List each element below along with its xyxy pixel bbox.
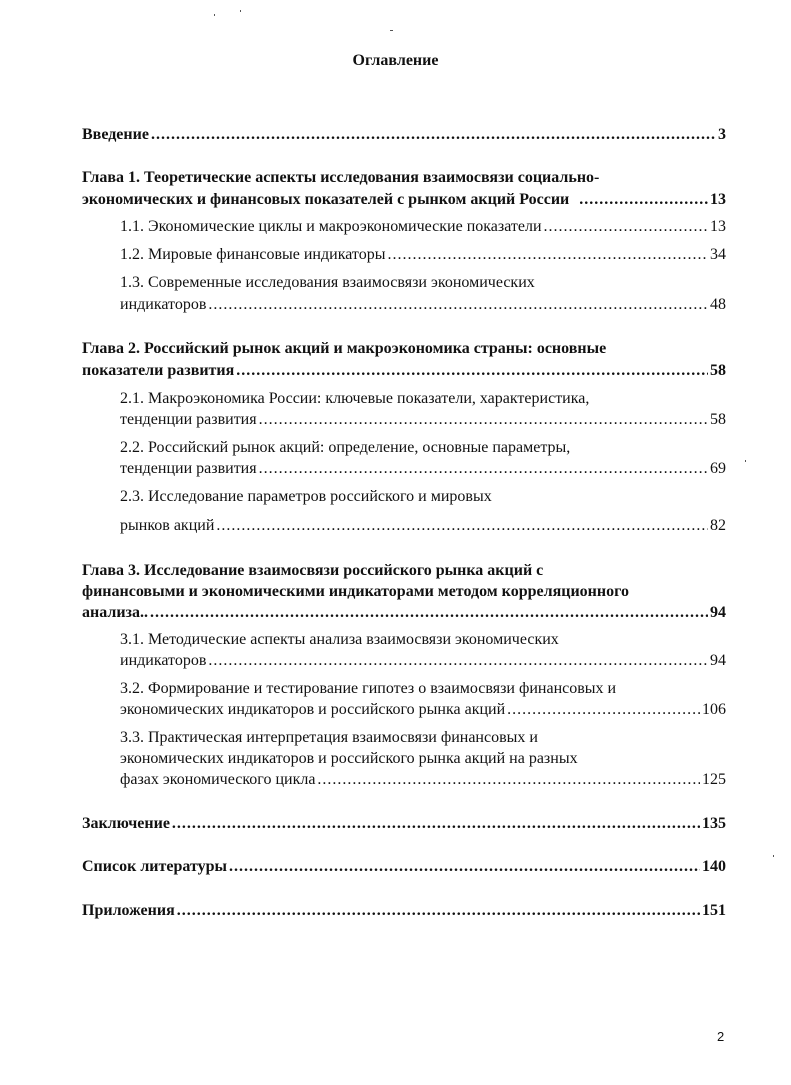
dot-leader [236,360,708,382]
scan-speck [773,855,774,857]
dot-leader [317,769,700,791]
toc-section-3-3-line1[interactable]: 3.3. Практическая интерпретация взаимосвязи финансовых и [120,729,538,746]
toc-section-2-2-line1[interactable]: 2.2. Российский рынок акций: определение, основные параметры, [120,439,571,456]
toc-entry-title: фазах экономического цикла [120,771,316,788]
toc-page-number: 48 [710,296,726,313]
toc-section-2-1[interactable] [120,409,726,431]
toc-section-1-2[interactable] [120,244,726,266]
toc-page-number: 151 [702,902,726,919]
toc-section-1-3-line1[interactable]: 1.3. Современные исследования взаимосвязи экономических [120,274,535,291]
toc-entry-title: экономических индикаторов и российского рынка акций [120,701,506,718]
dot-leader [579,189,708,211]
toc-entry-title: Заключение [82,815,170,832]
toc-entry-title: показатели развития [82,362,235,379]
toc-page-number: 69 [710,460,726,477]
toc-page-number: 135 [702,815,726,832]
scan-speck [240,10,241,12]
toc-section-3-1[interactable] [120,650,726,672]
toc-entry-title: индикаторов [120,296,207,313]
toc-section-3-3-line2[interactable]: экономических индикаторов и российского рынка акций на разных [120,750,578,767]
toc-chapter-3-title-line2[interactable]: финансовыми и экономическими индикаторами методом корреляционного [82,583,629,600]
toc-entry-title: индикаторов [120,652,207,669]
toc-section-2-1-line1[interactable]: 2.1. Макроэкономика России: ключевые показатели, характеристика, [120,390,590,407]
toc-entry-appendices[interactable] [82,900,726,922]
dot-leader [208,294,708,316]
toc-chapter-3-title-line1[interactable]: Глава 3. Исследование взаимосвязи российского рынка акций с [82,562,544,579]
toc-page-number: 34 [710,246,726,263]
toc-section-3-3[interactable] [120,769,726,791]
toc-entry-title: 1.2. Мировые финансовые индикаторы [120,246,386,263]
toc-page-number: 13 [710,218,726,235]
dot-leader [544,216,708,238]
toc-entry-title: рынков акций [120,517,215,534]
toc-entry-references[interactable] [82,856,726,878]
toc-chapter-3[interactable] [82,602,726,624]
dot-leader [177,900,700,922]
toc-section-2-3[interactable] [120,515,726,537]
toc-section-3-2[interactable] [120,699,726,721]
toc-section-2-2[interactable] [120,458,726,480]
toc-entry-title: Приложения [82,902,175,919]
toc-page-number: 82 [710,517,726,534]
scan-speck [745,460,746,462]
toc-entry-conclusion[interactable] [82,813,726,835]
dot-leader [172,813,700,835]
toc-chapter-2[interactable] [82,360,726,382]
toc-chapter-2-title-line1[interactable]: Глава 2. Российский рынок акций и макроэкономика страны: основные [82,340,607,357]
toc-section-3-1-line1[interactable]: 3.1. Методические аспекты анализа взаимосвязи экономических [120,631,559,648]
toc-entry-title: анализа.. [82,604,148,621]
toc-section-3-2-line1[interactable]: 3.2. Формирование и тестирование гипотез о взаимосвязи финансовых и [120,680,617,697]
toc-entry-title: экономических и финансовых показателей с рынком акций России [82,191,570,208]
toc-entry-title: Список литературы [82,858,227,875]
toc-entry-intro[interactable] [82,124,726,146]
toc-page-number: 140 [702,858,726,875]
dot-leader [507,699,700,721]
toc-page-number: 94 [710,652,726,669]
toc-chapter-1[interactable] [82,189,726,211]
toc-entry-title: 1.1. Экономические циклы и макроэкономические показатели [120,218,542,235]
toc-page-number: 3 [718,126,726,143]
dot-leader [208,650,708,672]
toc-page-number: 13 [710,191,726,208]
page-title: Оглавление [352,52,439,69]
dot-leader [150,602,708,624]
dot-leader [259,458,708,480]
scan-speck [214,14,215,16]
toc-entry-title: Введение [82,126,149,143]
toc-entry-title: тенденции развития [120,460,257,477]
dot-leader [151,124,716,146]
toc-page-number: 58 [710,411,726,428]
dot-leader [229,856,700,878]
dot-leader [387,244,708,266]
toc-section-2-3-line1[interactable]: 2.3. Исследование параметров российского и мировых [120,488,492,505]
toc-page-number: 125 [702,771,726,788]
dot-leader [216,515,708,537]
toc-page-number: 106 [702,701,726,718]
dot-leader [259,409,708,431]
page-number: 2 [717,1029,725,1044]
toc-section-1-1[interactable] [120,216,726,238]
toc-chapter-1-title-line1[interactable]: Глава 1. Теоретические аспекты исследования взаимосвязи социально- [82,169,600,186]
scan-speck [390,30,393,31]
toc-page-number: 94 [710,604,726,621]
toc-entry-title: тенденции развития [120,411,257,428]
toc-page-number: 58 [710,362,726,379]
toc-section-1-3[interactable] [120,294,726,316]
